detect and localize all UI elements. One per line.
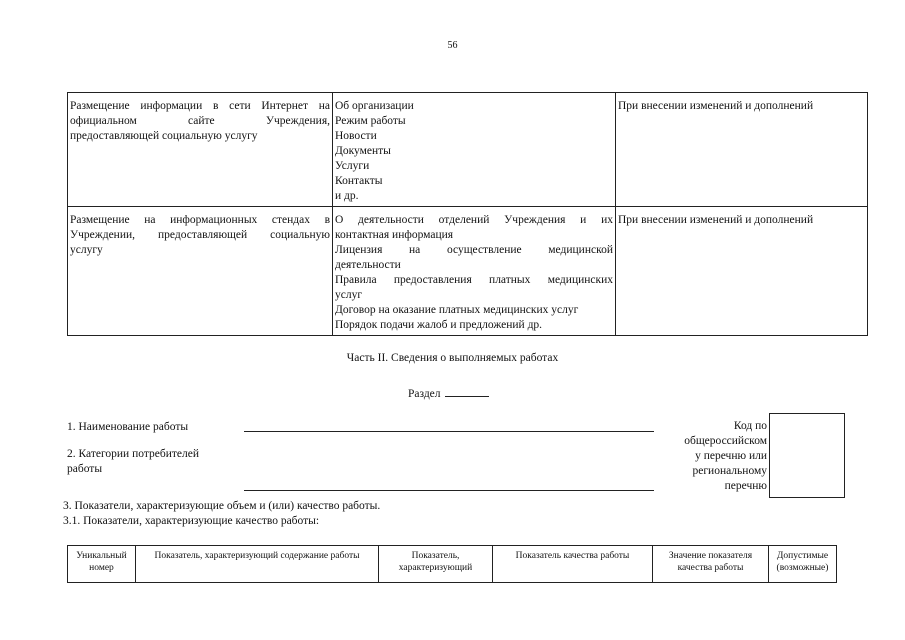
table-header-row bbox=[68, 546, 837, 583]
method-text-line: Размещение информации в сети Интернет на bbox=[70, 100, 330, 112]
method-text-line: предоставляющей социальную услугу bbox=[70, 130, 258, 142]
column-header: Уникальный номер bbox=[68, 546, 136, 583]
work-name-label: 1. Наименование работы bbox=[67, 421, 189, 433]
code-label-line: общероссийском bbox=[684, 435, 767, 447]
section-row bbox=[408, 385, 489, 400]
info-content-cell bbox=[333, 93, 616, 207]
table-row bbox=[68, 93, 868, 207]
info-frequency-cell: При внесении изменений и дополнений bbox=[616, 93, 868, 207]
content-item: Контакты bbox=[335, 175, 383, 187]
column-header: Допустимые (возможные) bbox=[769, 546, 837, 583]
page-number: 56 bbox=[447, 40, 458, 51]
quality-heading: 3.1. Показатели, характеризующие качество работы: bbox=[63, 515, 320, 527]
code-label-line: Код по bbox=[733, 420, 767, 432]
column-header: Показатель, характеризующий содержание работы bbox=[136, 546, 379, 583]
content-item: О деятельности отделений Учреждения и их bbox=[335, 214, 613, 226]
consumers-label bbox=[67, 447, 199, 477]
content-item: контактная информация bbox=[335, 229, 454, 241]
info-method-cell bbox=[68, 93, 333, 207]
info-method-cell bbox=[68, 207, 333, 336]
method-text-line: Учреждении, предоставляющей социальную bbox=[70, 229, 330, 241]
info-frequency-cell: При внесении изменений и дополнений bbox=[616, 207, 868, 336]
consumers-blank-line bbox=[244, 490, 654, 491]
content-item: Правила предоставления платных медицинских bbox=[335, 274, 613, 286]
column-header: Показатель качества работы bbox=[493, 546, 653, 583]
column-header: Показатель, характеризующий bbox=[379, 546, 493, 583]
code-label-line: региональному bbox=[692, 465, 767, 477]
table-row bbox=[68, 207, 868, 336]
content-item: Режим работы bbox=[335, 115, 406, 127]
registry-code-label bbox=[664, 419, 767, 494]
info-placement-table bbox=[67, 92, 868, 336]
content-item: деятельности bbox=[335, 259, 401, 271]
quality-indicators-table bbox=[67, 545, 837, 583]
content-item: Об организации bbox=[335, 100, 414, 112]
content-item: Новости bbox=[335, 130, 377, 142]
content-item: Услуги bbox=[335, 160, 370, 172]
section-number-blank bbox=[445, 385, 489, 397]
consumers-label-line: работы bbox=[67, 463, 103, 475]
method-text-line: официальном сайте Учреждения, bbox=[70, 115, 330, 127]
work-name-blank-line bbox=[244, 431, 654, 432]
column-header: Значение показателя качества работы bbox=[653, 546, 769, 583]
content-item: Лицензия на осуществление медицинской bbox=[335, 244, 613, 256]
method-text-line: услугу bbox=[70, 244, 103, 256]
registry-code-box bbox=[769, 413, 845, 498]
content-item: Документы bbox=[335, 145, 391, 157]
content-item: и др. bbox=[335, 190, 359, 202]
info-content-cell bbox=[333, 207, 616, 336]
content-item: Договор на оказание платных медицинских услуг bbox=[335, 304, 579, 316]
content-item: услуг bbox=[335, 289, 363, 301]
section-label: Раздел bbox=[408, 388, 441, 400]
part-title: Часть II. Сведения о выполняемых работах bbox=[346, 352, 559, 364]
content-item: Порядок подачи жалоб и предложений др. bbox=[335, 319, 543, 331]
code-label-line: у перечню или bbox=[695, 450, 767, 462]
consumers-label-line: 2. Категории потребителей bbox=[67, 448, 199, 460]
code-label-line: перечню bbox=[724, 480, 767, 492]
method-text-line: Размещение на информационных стендах в bbox=[70, 214, 330, 226]
indicators-heading: 3. Показатели, характеризующие объем и (или) качество работы. bbox=[63, 500, 381, 512]
